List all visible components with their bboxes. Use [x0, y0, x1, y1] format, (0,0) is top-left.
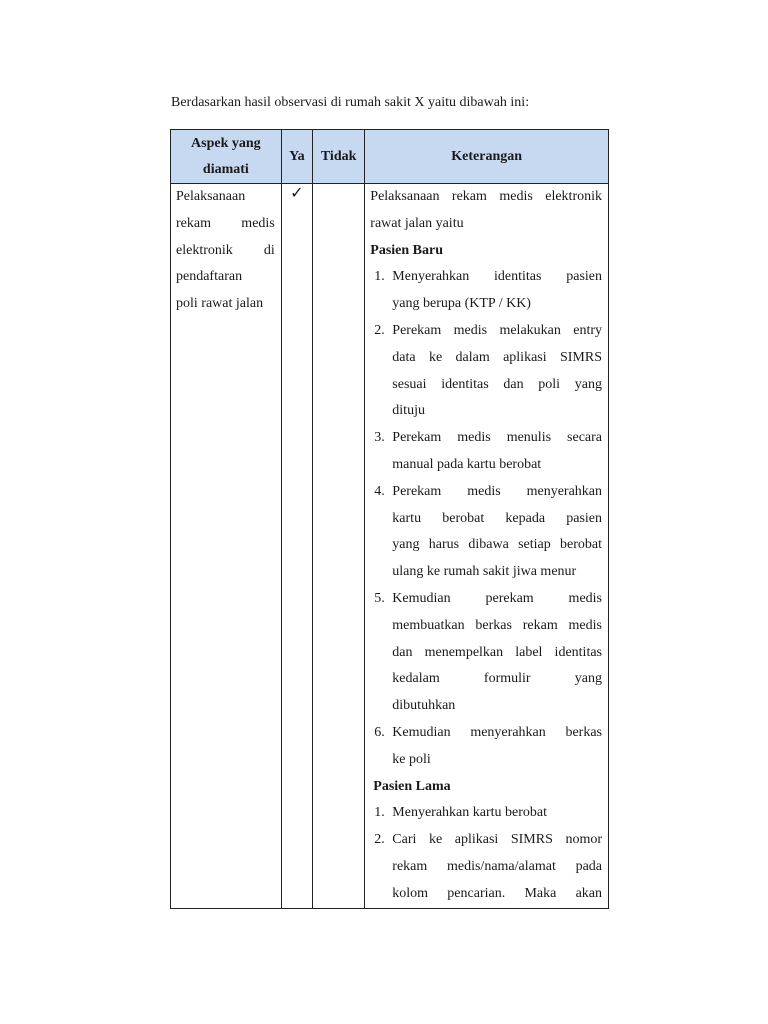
list-line: sesuai identitas dan poli yang — [392, 376, 602, 392]
keterangan-cell — [365, 184, 609, 909]
intro-paragraph: Berdasarkan hasil observasi di rumah sakit X yaitu dibawah ini: — [171, 95, 530, 110]
observation-table — [170, 129, 609, 909]
list-item — [370, 479, 602, 586]
list-line: rekam medis/nama/alamat pada — [392, 858, 602, 874]
list-line: kartu berobat kepada pasien — [392, 510, 602, 526]
list-line: yang harus dibawa setiap berobat — [392, 537, 602, 553]
header-aspek-line2: diamati — [202, 161, 249, 177]
list-line: Perekam medis menyerahkan — [392, 483, 602, 499]
table-header-row — [171, 130, 609, 184]
list-number: 1. — [374, 269, 385, 285]
list-item — [370, 425, 602, 479]
list-line: membuatkan berkas rekam medis — [392, 617, 602, 633]
list-line: Menyerahkan kartu berobat — [392, 805, 548, 821]
header-aspek-line1: Aspek yang — [191, 135, 261, 151]
list-line: Cari ke aplikasi SIMRS nomor — [392, 832, 602, 848]
aspek-line: rekam medis — [176, 215, 275, 231]
list-item — [370, 318, 602, 425]
tidak-cell — [312, 184, 364, 909]
list-line: Kemudian perekam medis — [392, 590, 602, 606]
list-line: Menyerahkan identitas pasien — [392, 269, 602, 285]
list-line: kolom pencarian. Maka akan — [392, 885, 602, 901]
list-item — [370, 586, 602, 720]
pasien-baru-heading: Pasien Baru — [370, 242, 444, 258]
pasien-lama-heading: Pasien Lama — [373, 778, 451, 794]
list-line: dituju — [392, 403, 425, 419]
list-number: 5. — [374, 590, 385, 606]
list-number: 6. — [374, 724, 385, 740]
list-line: Kemudian menyerahkan berkas — [392, 724, 602, 740]
aspek-line: pendaftaran — [176, 269, 243, 285]
aspek-line: Pelaksanaan — [176, 189, 246, 204]
list-line: manual pada kartu berobat — [392, 456, 542, 472]
list-number: 2. — [374, 832, 385, 848]
list-number: 1. — [374, 805, 385, 821]
list-item — [370, 264, 602, 318]
list-line: dan menempelkan label identitas — [392, 644, 602, 660]
header-tidak: Tidak — [312, 130, 364, 184]
list-number: 2. — [374, 322, 385, 338]
header-keterangan: Keterangan — [365, 130, 609, 184]
list-line: yang berupa (KTP / KK) — [392, 296, 531, 312]
list-number: 3. — [374, 430, 385, 446]
aspek-cell — [171, 184, 282, 909]
ket-intro-line: rawat jalan yaitu — [370, 215, 464, 231]
list-line: Perekam medis melakukan entry — [392, 322, 602, 338]
ya-cell — [281, 184, 312, 909]
list-line: ulang ke rumah sakit jiwa menur — [392, 564, 577, 580]
list-item — [370, 827, 602, 907]
list-number: 4. — [374, 483, 385, 499]
aspek-line: elektronik di — [176, 242, 275, 258]
list-line: data ke dalam aplikasi SIMRS — [392, 349, 602, 365]
header-ya: Ya — [281, 130, 312, 184]
aspek-line: poli rawat jalan — [176, 296, 264, 312]
list-line: dibutuhkan — [392, 698, 456, 714]
list-line: kedalam formulir yang — [392, 671, 602, 687]
list-item — [370, 800, 602, 827]
ket-intro-line: Pelaksanaan rekam medis elektronik — [370, 189, 602, 204]
list-line: ke poli — [392, 751, 431, 767]
header-aspek — [171, 130, 282, 184]
table-row — [171, 184, 609, 909]
list-line: Perekam medis menulis secara — [392, 430, 602, 446]
list-item — [370, 720, 602, 774]
checkmark-icon: ✓ — [290, 185, 304, 202]
